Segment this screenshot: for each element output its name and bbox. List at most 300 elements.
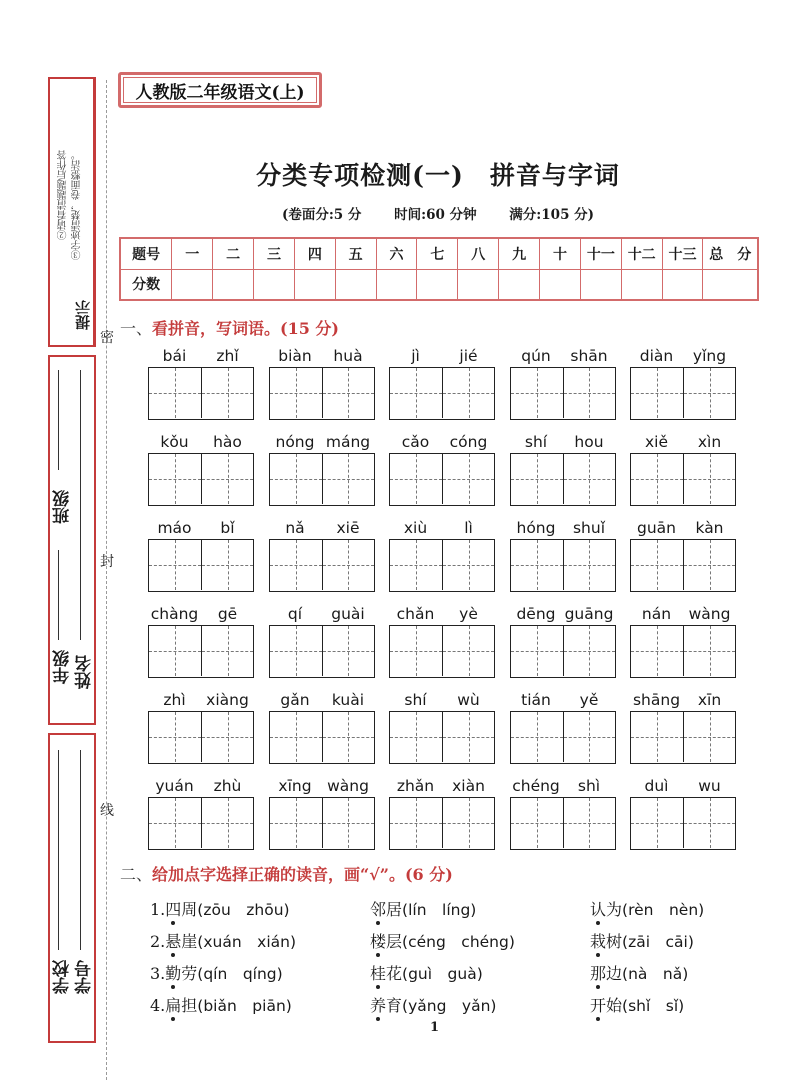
reading-options[interactable]: (rèn nèn)	[622, 900, 705, 919]
pinyin-item	[389, 429, 495, 515]
pinyin-syllable-2: xiàng	[206, 691, 249, 709]
dotted-character: 悬	[165, 931, 182, 951]
writing-box[interactable]	[442, 368, 494, 418]
pinyin-syllable-2: guài	[331, 605, 365, 623]
pinyin-syllable-1: tián	[521, 691, 551, 709]
pinyin-syllable-1: bái	[162, 347, 187, 365]
writing-box[interactable]	[631, 540, 683, 590]
col-4: 四	[294, 238, 335, 269]
col-7: 七	[417, 238, 458, 269]
question-number-label: 题号	[120, 238, 172, 269]
writing-box[interactable]	[631, 712, 683, 762]
word-rest: 周	[181, 899, 198, 919]
writing-box[interactable]	[322, 368, 374, 418]
pinyin-label	[630, 519, 736, 537]
pinyin-item	[510, 429, 616, 515]
pinyin-item	[630, 515, 736, 601]
binding-strip	[0, 0, 112, 1086]
writing-box[interactable]	[390, 798, 442, 848]
pinyin-syllable-2: máng	[325, 433, 371, 451]
writing-box[interactable]	[683, 712, 735, 762]
pinyin-item	[630, 687, 736, 773]
writing-box[interactable]	[201, 368, 253, 418]
pinyin-label	[630, 433, 736, 451]
pinyin-syllable-2: xìn	[697, 433, 722, 451]
pinyin-syllable-1: qún	[521, 347, 551, 365]
pinyin-item	[148, 343, 254, 429]
pinyin-label	[389, 433, 495, 451]
writing-boxes	[510, 711, 616, 764]
grade-label: 年级	[53, 650, 73, 684]
pinyin-label	[269, 519, 375, 537]
pinyin-item	[510, 687, 616, 773]
pinyin-label	[148, 691, 254, 709]
word-rest: 劳	[181, 963, 198, 983]
section-2-title: 给加点字选择正确的读音，画“√”。(6 分)	[152, 865, 453, 884]
pinyin-label	[630, 605, 736, 623]
pinyin-item	[510, 773, 616, 859]
pinyin-syllable-2: bǐ	[220, 519, 235, 537]
pinyin-syllable-1: guān	[637, 519, 676, 537]
writing-boxes	[630, 453, 736, 506]
item-number: 4.	[150, 995, 166, 1015]
word-rest: 始	[606, 995, 623, 1015]
writing-boxes	[510, 367, 616, 420]
pinyin-label	[148, 433, 254, 451]
page-number: 1	[430, 1020, 440, 1035]
pinyin-label	[269, 605, 375, 623]
pinyin-item	[630, 773, 736, 859]
writing-box[interactable]	[149, 368, 201, 418]
writing-box[interactable]	[563, 798, 615, 848]
pinyin-label	[630, 777, 736, 795]
word-rest: 育	[386, 995, 403, 1015]
choice-item[interactable]	[590, 961, 750, 984]
score-cell[interactable]	[254, 269, 295, 300]
col-3: 三	[254, 238, 295, 269]
item-number: 2.	[150, 931, 166, 951]
reading-choice-list	[150, 892, 750, 1020]
writing-boxes	[630, 539, 736, 592]
writing-boxes	[148, 539, 254, 592]
writing-boxes	[389, 539, 495, 592]
choice-item[interactable]	[370, 961, 590, 984]
writing-box[interactable]	[511, 798, 563, 848]
col-5: 五	[335, 238, 376, 269]
pinyin-syllable-1: qí	[287, 605, 303, 623]
pinyin-syllable-2: zhǐ	[216, 347, 239, 365]
score-cell[interactable]	[499, 269, 540, 300]
writing-boxes	[269, 797, 375, 850]
pinyin-item	[148, 773, 254, 859]
pinyin-syllable-1: chéng	[512, 777, 560, 795]
pinyin-syllable-2: xīn	[697, 691, 722, 709]
writing-box[interactable]	[390, 712, 442, 762]
writing-box[interactable]	[322, 798, 374, 848]
score-cell[interactable]	[458, 269, 499, 300]
pinyin-label	[510, 433, 616, 451]
pinyin-label	[148, 347, 254, 365]
school-label: 学校	[53, 960, 73, 994]
score-cell[interactable]	[540, 269, 581, 300]
writing-box[interactable]	[270, 368, 322, 418]
seal-char-3: 线	[100, 803, 114, 819]
writing-box[interactable]	[631, 798, 683, 848]
name-label: 姓名	[75, 655, 95, 689]
writing-box[interactable]	[390, 368, 442, 418]
pinyin-syllable-2: yě	[579, 691, 599, 709]
writing-box[interactable]	[201, 454, 253, 504]
pinyin-item	[630, 429, 736, 515]
reading-options[interactable]: (nà nǎ)	[622, 964, 689, 983]
pinyin-syllable-2: gē	[217, 605, 238, 623]
pinyin-item	[389, 773, 495, 859]
item-number: 1.	[150, 899, 166, 919]
pinyin-label	[389, 691, 495, 709]
pinyin-item	[630, 343, 736, 429]
writing-box[interactable]	[511, 454, 563, 504]
pinyin-syllable-1: cǎo	[401, 433, 430, 451]
pinyin-syllable-1: shāng	[632, 691, 681, 709]
dotted-character: 扁	[165, 995, 182, 1015]
pinyin-label	[269, 433, 375, 451]
pinyin-syllable-1: biàn	[278, 347, 312, 365]
score-cell[interactable]	[335, 269, 376, 300]
pinyin-item	[389, 601, 495, 687]
col-13: 十三	[662, 238, 703, 269]
writing-boxes	[269, 453, 375, 506]
pinyin-label	[510, 605, 616, 623]
word-rest: 居	[386, 899, 403, 919]
writing-boxes	[630, 711, 736, 764]
pinyin-syllable-1: diàn	[639, 347, 674, 365]
dotted-character: 那	[590, 963, 607, 983]
pinyin-syllable-1: xiě	[644, 433, 668, 451]
writing-boxes	[269, 539, 375, 592]
writing-box[interactable]	[563, 540, 615, 590]
writing-box[interactable]	[442, 798, 494, 848]
score-cell[interactable]	[213, 269, 254, 300]
writing-box[interactable]	[270, 626, 322, 676]
edition-text: 人教版二年级语文(上)	[123, 77, 317, 103]
reading-options[interactable]: (zōu zhōu)	[197, 900, 290, 919]
col-12: 十二	[621, 238, 662, 269]
writing-box[interactable]	[683, 798, 735, 848]
pinyin-syllable-1: hóng	[516, 519, 556, 537]
score-cell[interactable]	[417, 269, 458, 300]
school-info-box	[48, 733, 96, 1043]
writing-boxes	[510, 625, 616, 678]
paper-score: (卷面分:5 分	[281, 207, 362, 223]
writing-box[interactable]	[149, 540, 201, 590]
pinyin-syllable-2: jié	[459, 347, 478, 365]
dotted-character: 勤	[165, 963, 182, 983]
pinyin-item	[389, 515, 495, 601]
writing-boxes	[630, 367, 736, 420]
writing-box[interactable]	[270, 540, 322, 590]
writing-box[interactable]	[631, 368, 683, 418]
class-label: 班级	[53, 490, 73, 524]
edition-badge	[118, 72, 322, 108]
word-rest: 为	[606, 899, 623, 919]
writing-box[interactable]	[201, 798, 253, 848]
dotted-character: 养	[370, 995, 387, 1015]
writing-box[interactable]	[390, 540, 442, 590]
dotted-character: 认	[590, 899, 607, 919]
pinyin-syllable-2: shì	[577, 777, 601, 795]
writing-boxes	[269, 367, 375, 420]
pinyin-item	[630, 601, 736, 687]
pinyin-syllable-2: kuài	[331, 691, 365, 709]
total-score-cell[interactable]	[703, 269, 758, 300]
pinyin-item	[269, 601, 375, 687]
pinyin-syllable-2: hào	[213, 433, 242, 451]
pinyin-label	[148, 777, 254, 795]
pinyin-syllable-1: máo	[157, 519, 192, 537]
section-2-number: 二、	[120, 865, 153, 884]
writing-boxes	[148, 453, 254, 506]
choice-row	[150, 892, 750, 924]
reading-options[interactable]: (shǐ sǐ)	[622, 996, 685, 1015]
writing-box[interactable]	[149, 798, 201, 848]
writing-box[interactable]	[631, 626, 683, 676]
exam-time: 时间:60 分钟	[394, 207, 477, 223]
pinyin-label	[510, 347, 616, 365]
col-8: 八	[458, 238, 499, 269]
reading-options[interactable]: (yǎng yǎn)	[402, 996, 497, 1015]
section-2-heading	[120, 862, 453, 885]
pinyin-syllable-1: kǒu	[160, 433, 189, 451]
pinyin-label	[148, 519, 254, 537]
dotted-character: 开	[590, 995, 607, 1015]
writing-box[interactable]	[442, 540, 494, 590]
pinyin-syllable-1: chǎn	[396, 605, 435, 623]
writing-box[interactable]	[270, 454, 322, 504]
writing-boxes	[148, 625, 254, 678]
word-rest: 崖	[181, 931, 198, 951]
writing-box[interactable]	[322, 712, 374, 762]
score-cell[interactable]	[621, 269, 662, 300]
pinyin-grid	[148, 343, 740, 859]
word-rest: 花	[386, 963, 403, 983]
pinyin-label	[269, 691, 375, 709]
choice-row	[150, 956, 750, 988]
score-table-header-row	[120, 238, 758, 269]
writing-box[interactable]	[390, 626, 442, 676]
pinyin-syllable-2: yǐng	[692, 347, 727, 365]
writing-box[interactable]	[511, 626, 563, 676]
writing-boxes	[510, 539, 616, 592]
pinyin-item	[389, 687, 495, 773]
writing-box[interactable]	[149, 454, 201, 504]
choice-item[interactable]	[150, 961, 370, 984]
tip-line-1: ②请看清题题后作答	[58, 150, 69, 240]
writing-boxes	[510, 453, 616, 506]
pinyin-label	[630, 347, 736, 365]
section-1-number: 一、	[120, 319, 153, 338]
score-cell[interactable]	[580, 269, 621, 300]
pinyin-label	[389, 777, 495, 795]
writing-box[interactable]	[442, 626, 494, 676]
score-cell[interactable]	[662, 269, 703, 300]
writing-box[interactable]	[563, 454, 615, 504]
pinyin-syllable-2: hou	[574, 433, 604, 451]
pinyin-label	[389, 605, 495, 623]
reading-options[interactable]: (céng chéng)	[402, 932, 515, 951]
exam-meta	[118, 203, 758, 223]
pinyin-item	[269, 515, 375, 601]
pinyin-syllable-2: shān	[570, 347, 608, 365]
pinyin-item	[269, 429, 375, 515]
writing-boxes	[389, 367, 495, 420]
pinyin-syllable-1: nǎ	[285, 519, 305, 537]
writing-box[interactable]	[563, 712, 615, 762]
pinyin-syllable-2: yè	[459, 605, 478, 623]
pinyin-label	[389, 519, 495, 537]
dotted-character: 邻	[370, 899, 387, 919]
pinyin-syllable-1: nán	[641, 605, 672, 623]
writing-boxes	[269, 711, 375, 764]
writing-boxes	[389, 453, 495, 506]
writing-box[interactable]	[683, 540, 735, 590]
word-rest: 树	[606, 931, 623, 951]
pinyin-label	[510, 519, 616, 537]
writing-boxes	[148, 711, 254, 764]
choice-item[interactable]	[370, 897, 590, 920]
writing-box[interactable]	[322, 454, 374, 504]
pinyin-item	[269, 687, 375, 773]
writing-box[interactable]	[442, 712, 494, 762]
writing-box[interactable]	[270, 712, 322, 762]
writing-boxes	[269, 625, 375, 678]
col-2: 二	[213, 238, 254, 269]
pinyin-item	[510, 515, 616, 601]
seal-char-2: 封	[100, 554, 114, 570]
choice-item[interactable]	[370, 993, 590, 1016]
pinyin-label	[269, 777, 375, 795]
pinyin-syllable-1: dēng	[516, 605, 556, 623]
reading-options[interactable]: (lín líng)	[402, 900, 477, 919]
pinyin-item	[148, 687, 254, 773]
writing-box[interactable]	[270, 798, 322, 848]
writing-box[interactable]	[322, 626, 374, 676]
dotted-character: 楼	[370, 931, 387, 951]
pinyin-syllable-1: shí	[404, 691, 427, 709]
writing-boxes	[148, 797, 254, 850]
pinyin-syllable-2: cóng	[449, 433, 488, 451]
score-label: 分数	[120, 269, 172, 300]
choice-item[interactable]	[590, 929, 750, 952]
pinyin-syllable-2: wàng	[327, 777, 369, 795]
pinyin-item	[269, 343, 375, 429]
score-cell[interactable]	[294, 269, 335, 300]
reading-options[interactable]: (biǎn piān)	[197, 996, 292, 1015]
pinyin-syllable-1: zhǎn	[396, 777, 435, 795]
reading-options[interactable]: (zāi cāi)	[622, 932, 694, 951]
writing-box[interactable]	[683, 626, 735, 676]
writing-box[interactable]	[201, 712, 253, 762]
section-1-heading	[120, 316, 339, 339]
score-table-score-row	[120, 269, 758, 300]
section-1-title: 看拼音，写词语。(15 分)	[152, 319, 339, 338]
pinyin-syllable-1: yuán	[155, 777, 194, 795]
pinyin-label	[510, 691, 616, 709]
pinyin-syllable-2: zhù	[213, 777, 242, 795]
score-table	[119, 237, 759, 301]
col-6: 六	[376, 238, 417, 269]
page-title: 分类专项检测(一) 拼音与字词	[256, 161, 620, 190]
tips-label: 提示	[74, 300, 92, 330]
pinyin-item	[269, 773, 375, 859]
pinyin-label	[148, 605, 254, 623]
writing-boxes	[630, 797, 736, 850]
choice-item[interactable]	[150, 929, 370, 952]
choice-item[interactable]	[150, 897, 370, 920]
choice-row	[150, 988, 750, 1020]
writing-box[interactable]	[511, 712, 563, 762]
writing-box[interactable]	[683, 368, 735, 418]
writing-box[interactable]	[390, 454, 442, 504]
pinyin-syllable-2: xiē	[336, 519, 360, 537]
word-rest: 担	[181, 995, 198, 1015]
total-label: 总 分	[703, 238, 758, 269]
pinyin-syllable-2: lì	[464, 519, 473, 537]
writing-box[interactable]	[683, 454, 735, 504]
choice-item[interactable]	[370, 929, 590, 952]
choice-item[interactable]	[150, 993, 370, 1016]
pinyin-label	[510, 777, 616, 795]
writing-box[interactable]	[149, 712, 201, 762]
writing-box[interactable]	[511, 368, 563, 418]
dotted-character: 栽	[590, 931, 607, 951]
pinyin-syllable-1: zhì	[163, 691, 186, 709]
pinyin-item	[510, 343, 616, 429]
writing-box[interactable]	[442, 454, 494, 504]
writing-boxes	[389, 625, 495, 678]
reading-options[interactable]: (xuán xián)	[197, 932, 297, 951]
choice-item[interactable]	[590, 897, 750, 920]
score-cell[interactable]	[376, 269, 417, 300]
writing-box[interactable]	[322, 540, 374, 590]
writing-box[interactable]	[631, 454, 683, 504]
reading-options[interactable]: (guì guà)	[402, 964, 483, 983]
word-rest: 边	[606, 963, 623, 983]
pinyin-syllable-1: gǎn	[280, 691, 310, 709]
pinyin-syllable-2: kàn	[695, 519, 724, 537]
pinyin-label	[389, 347, 495, 365]
reading-options[interactable]: (qín qíng)	[197, 964, 283, 983]
writing-box[interactable]	[201, 626, 253, 676]
pinyin-item	[148, 601, 254, 687]
writing-box[interactable]	[201, 540, 253, 590]
choice-item[interactable]	[590, 993, 750, 1016]
writing-boxes	[389, 711, 495, 764]
score-cell[interactable]	[172, 269, 213, 300]
pinyin-syllable-1: chàng	[150, 605, 199, 623]
word-rest: 层	[386, 931, 403, 951]
pinyin-syllable-2: huà	[333, 347, 363, 365]
pinyin-label	[630, 691, 736, 709]
writing-box[interactable]	[511, 540, 563, 590]
choice-row	[150, 924, 750, 956]
writing-box[interactable]	[563, 626, 615, 676]
pinyin-syllable-1: nóng	[275, 433, 315, 451]
writing-boxes	[510, 797, 616, 850]
writing-box[interactable]	[149, 626, 201, 676]
writing-box[interactable]	[563, 368, 615, 418]
pinyin-syllable-2: wù	[457, 691, 480, 709]
full-score: 满分:105 分)	[509, 207, 595, 223]
